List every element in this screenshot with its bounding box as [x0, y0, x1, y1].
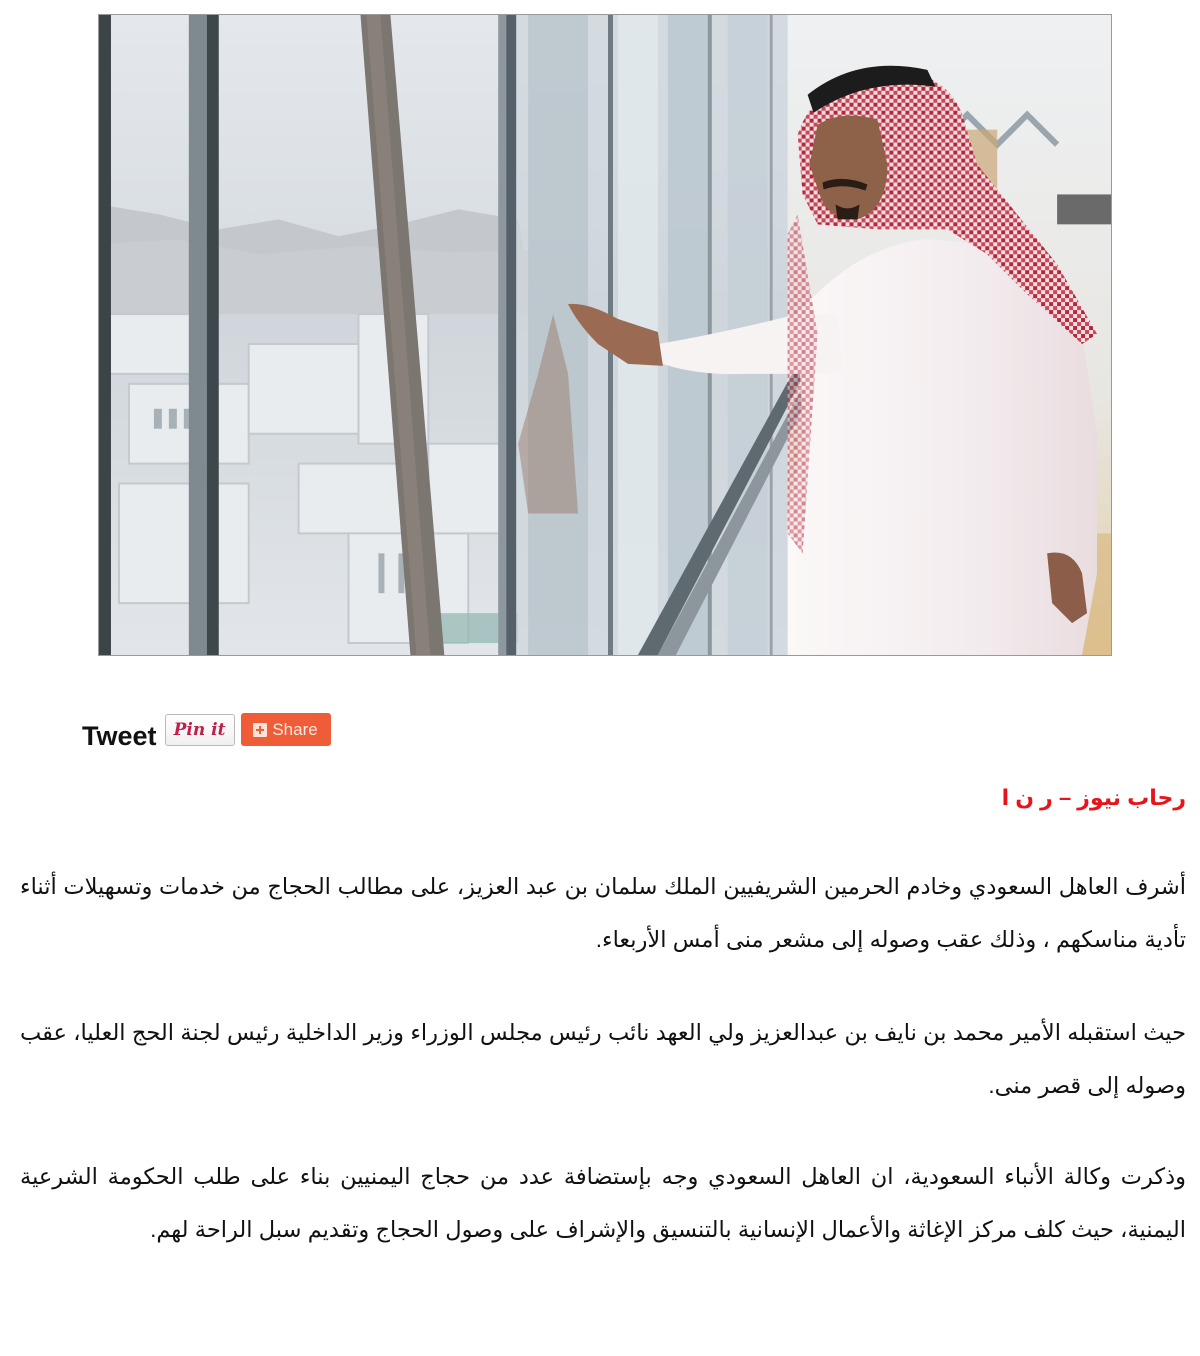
pin-it-button[interactable]	[165, 714, 235, 746]
tweet-button[interactable]: Tweet	[82, 721, 157, 751]
paragraph-3: وذكرت وكالة الأنباء السعودية، ان العاهل السعودي وجه بإستضافة عدد من حجاج اليمنيين بناء على طلب الحكومة الشرعية اليمنية، حيث كلف مركز الإغاثة والأعمال الإنسانية بالتنسيق والإشراف على وصول الحجاج وتقديم سبل الراحة لهم.	[20, 1164, 1186, 1242]
paragraph-2: حيث استقبله الأمير محمد بن نايف بن عبدالعزيز ولي العهد نائب رئيس مجلس الوزراء وزير الداخلية رئيس لجنة الحج العليا، عقب وصوله إلى قصر منى.	[20, 1020, 1186, 1098]
news-source: رحاب نيوز – ر ن ا	[1001, 785, 1186, 810]
plus-icon	[253, 723, 267, 737]
photo-illustration	[99, 15, 1111, 655]
social-share-bar	[82, 710, 331, 750]
pin-it-label: Pin it	[173, 720, 226, 740]
share-label: Share	[272, 719, 318, 739]
paragraph-1: أشرف العاهل السعودي وخادم الحرمين الشريفيين الملك سلمان بن عبد العزيز، على مطالب الحجاج من خدمات وتسهيلات أثناء تأدية مناسكهم ، وذلك عقب وصوله إلى مشعر منى أمس الأربعاء.	[20, 874, 1186, 952]
share-button[interactable]	[241, 713, 331, 746]
article-body	[20, 776, 1186, 1256]
article-photo	[98, 14, 1112, 656]
